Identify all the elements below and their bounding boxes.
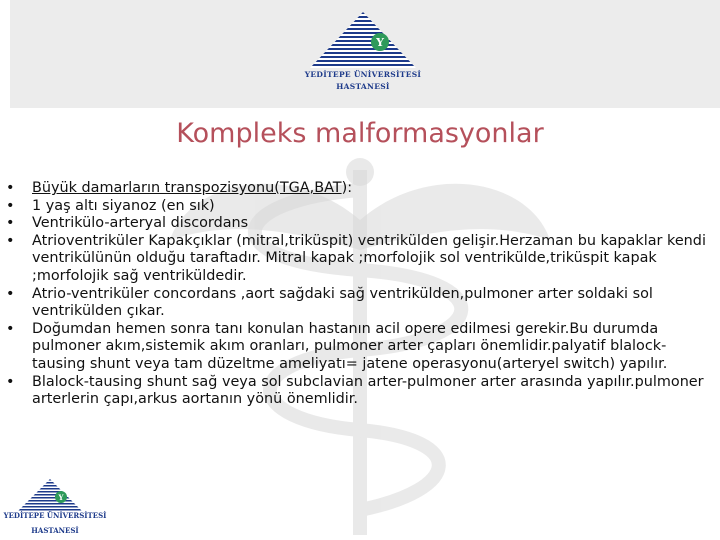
bullet-dot: • <box>6 197 15 214</box>
list-item <box>6 321 716 374</box>
logo-emblem-icon <box>298 8 428 70</box>
list-item <box>6 374 716 409</box>
list-item-text: Doğumdan hemen sonra tanı konulan hastanın acil opere edilmesi gerekir.Bu durumda pulmoner akım,sistemik akım oranları, pulmoner arter çapları önemlidir.palyatif blalock-tausing shunt veya tam düzeltme ameliyatı= jatene operasyonu(arteryel switch) yapılır. <box>32 320 668 372</box>
slide-title: Kompleks malformasyonlar <box>176 118 544 149</box>
bullet-dot: • <box>6 320 15 337</box>
bullet-dot: • <box>6 215 15 232</box>
list-item <box>6 198 716 216</box>
svg-text:Y: Y <box>58 493 64 502</box>
hospital-logo-bottom <box>0 476 110 540</box>
logo-emblem-small-icon <box>0 476 110 512</box>
list-item <box>6 215 716 233</box>
bullet-dot: • <box>6 285 15 302</box>
list-item-text: Ventrikülo-arteryal discordans <box>32 215 249 232</box>
list-item <box>6 286 716 321</box>
list-item-underlined: Büyük damarların transpozisyonu(TGA,BAT <box>32 180 342 196</box>
logo-name: YEDİTEPE ÜNİVERSİTESİ <box>304 70 422 79</box>
list-item-text: ): <box>341 180 353 196</box>
logo-subtitle-small: HASTANESİ <box>31 526 79 535</box>
bullet-list <box>6 180 716 409</box>
list-item-text: Blalock-tausing shunt sağ veya sol subclavian arter-pulmoner arter arasında yapılır.pulmoner arterlerin çapı,arkus aortanın yönü önemlidir. <box>32 373 704 408</box>
list-item <box>6 180 716 198</box>
bullet-dot: • <box>6 373 15 390</box>
list-item <box>6 233 716 286</box>
list-item-text: Atrioventriküler Kapakçıklar (mitral,triküspit) ventrikülden gelişir.Herzaman bu kapaklar kendi ventrikülünün olduğu taraftadır. Mitral kapak ;morfolojik sol ventrikülde,triküspit kapak ;morfolojik sağ ventriküldedir. <box>32 232 706 284</box>
logo-subtitle: HASTANESİ <box>336 82 390 91</box>
svg-text:Y: Y <box>376 36 384 49</box>
list-item-text: 1 yaş altı siyanoz (en sık) <box>32 197 215 214</box>
hospital-logo-top <box>298 8 428 104</box>
bullet-dot: • <box>6 180 15 196</box>
bullet-dot: • <box>6 232 15 249</box>
list-item-text: Atrio-ventriküler concordans ,aort sağdaki sağ ventrikülden,pulmoner arter soldaki sol ventrikülden çıkar. <box>32 285 653 320</box>
logo-name-small: YEDİTEPE ÜNİVERSİTESİ <box>3 511 107 520</box>
